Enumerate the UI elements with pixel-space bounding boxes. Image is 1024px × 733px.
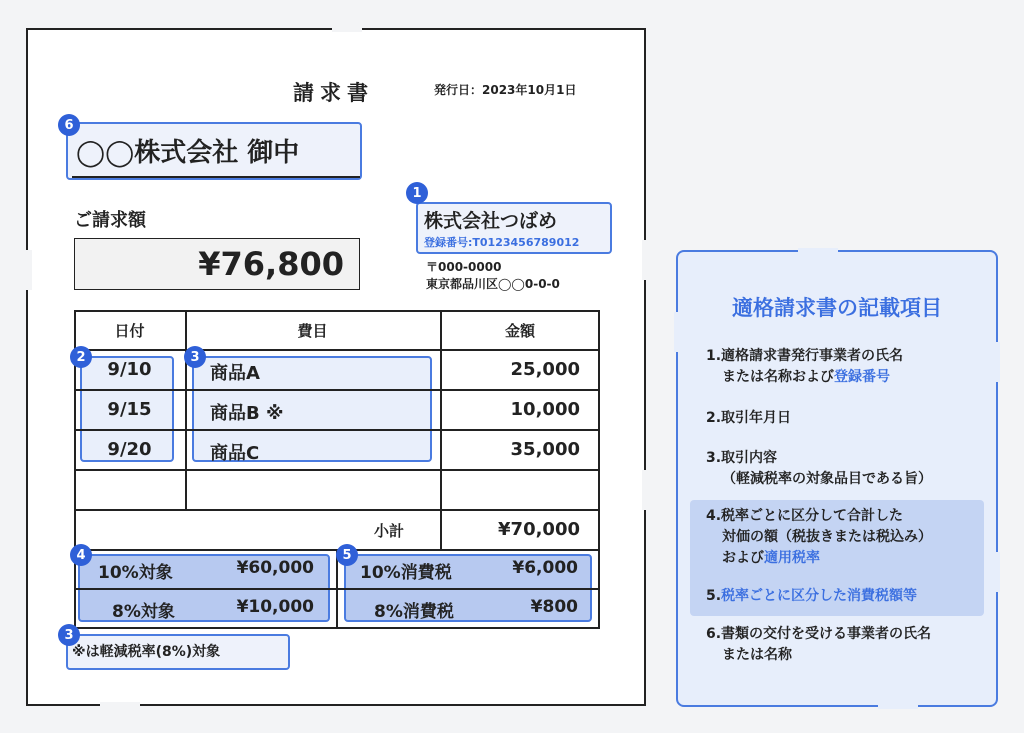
item-accent-text: 登録番号	[834, 369, 890, 385]
item-text: 5.	[706, 588, 722, 604]
client-name: ◯◯株式会社 御中	[76, 138, 300, 168]
item-subtext: （軽減税率の対象品目である旨）	[722, 471, 932, 487]
border-gap	[642, 470, 652, 510]
table-line	[74, 509, 600, 511]
panel-item-1	[706, 346, 903, 388]
border-gap	[798, 248, 838, 256]
amount-label: ご請求額	[74, 210, 146, 231]
item-text: 2.取引年月日	[706, 410, 792, 426]
panel-title: 適格請求書の記載項目	[732, 296, 942, 320]
row-date: 9/20	[107, 439, 152, 460]
row-amount: 25,000	[510, 359, 580, 380]
subtotal-amount: ¥70,000	[498, 519, 580, 540]
border-gap	[642, 240, 652, 280]
invoice-title: 請求書	[293, 81, 374, 105]
border-gap	[22, 250, 32, 290]
item-accent-text: 税率ごとに区分した消費税額等	[721, 588, 918, 604]
row-date: 9/10	[107, 359, 152, 380]
subtotal-label: 小計	[374, 522, 405, 540]
badge-5: 5	[336, 544, 358, 566]
item-subtext: または名称	[722, 647, 792, 663]
badge-2: 2	[70, 346, 92, 368]
target-label: 10%対象	[98, 563, 173, 583]
item-text: 6.書類の交付を受ける事業者の氏名	[706, 626, 932, 642]
item-text: および	[722, 550, 764, 566]
badge-6: 6	[58, 114, 80, 136]
border-gap	[992, 342, 1000, 382]
border-gap	[878, 701, 918, 709]
border-gap	[100, 702, 140, 710]
border-gap	[992, 552, 1000, 592]
header-item: 費目	[297, 322, 328, 340]
invoice-table	[74, 310, 600, 628]
item-text: 4.税率ごとに区分して合計した	[706, 508, 904, 524]
issuer-address: 東京都品川区◯◯0-0-0	[426, 277, 560, 291]
issuer-name: 株式会社つばめ	[424, 210, 558, 232]
panel-item-3	[706, 448, 932, 490]
requirements-panel	[676, 250, 998, 707]
row-date: 9/15	[107, 399, 152, 420]
target-label: 8%対象	[112, 602, 175, 622]
panel-item-5	[706, 586, 917, 607]
target-amount: ¥10,000	[236, 597, 314, 617]
target-amount: ¥60,000	[236, 558, 314, 578]
item-text: または名称および	[722, 369, 834, 385]
header-amount: 金額	[504, 322, 535, 340]
item-accent-text: 適用税率	[764, 550, 820, 566]
tax-amount: ¥6,000	[512, 558, 578, 578]
row-item: 商品B ※	[210, 403, 284, 424]
tax-label: 10%消費税	[360, 563, 452, 583]
tax-amount: ¥800	[530, 597, 578, 617]
table-line	[74, 429, 600, 431]
panel-item-2	[706, 408, 791, 429]
border-gap	[332, 24, 362, 32]
client-underline	[72, 176, 360, 178]
table-line	[74, 310, 600, 312]
item-subtext: 対価の額（税抜きまたは税込み）	[722, 529, 932, 545]
invoice-paper	[26, 28, 646, 706]
table-line	[74, 389, 600, 391]
table-line	[74, 349, 600, 351]
badge-1: 1	[406, 182, 428, 204]
table-line	[74, 469, 600, 471]
item-text: 3.取引内容	[706, 450, 778, 466]
table-line	[336, 550, 338, 628]
table-line	[598, 310, 600, 628]
header-date: 日付	[114, 322, 145, 340]
tax-label: 8%消費税	[374, 602, 454, 622]
panel-item-6	[706, 624, 931, 666]
item-text: 1.適格請求書発行事業者の氏名	[706, 348, 904, 364]
amount-value: ¥76,800	[198, 245, 344, 283]
issue-date: 発行日：2023年10月1日	[434, 83, 577, 97]
item-subtext	[706, 548, 932, 569]
row-amount: 35,000	[510, 439, 580, 460]
row-amount: 10,000	[510, 399, 580, 420]
postal-code: 〒000-0000	[426, 260, 502, 274]
row-item: 商品C	[210, 443, 260, 464]
badge-4: 4	[70, 544, 92, 566]
row-item: 商品A	[210, 363, 260, 384]
badge-3: 3	[184, 346, 206, 368]
panel-item-4	[706, 506, 932, 569]
table-line	[440, 310, 442, 550]
badge-3-note: 3	[58, 624, 80, 646]
item-subtext	[706, 367, 903, 388]
reduced-tax-note: ※は軽減税率(8%)対象	[72, 644, 221, 660]
registration-number: 登録番号:T0123456789012	[424, 236, 580, 249]
